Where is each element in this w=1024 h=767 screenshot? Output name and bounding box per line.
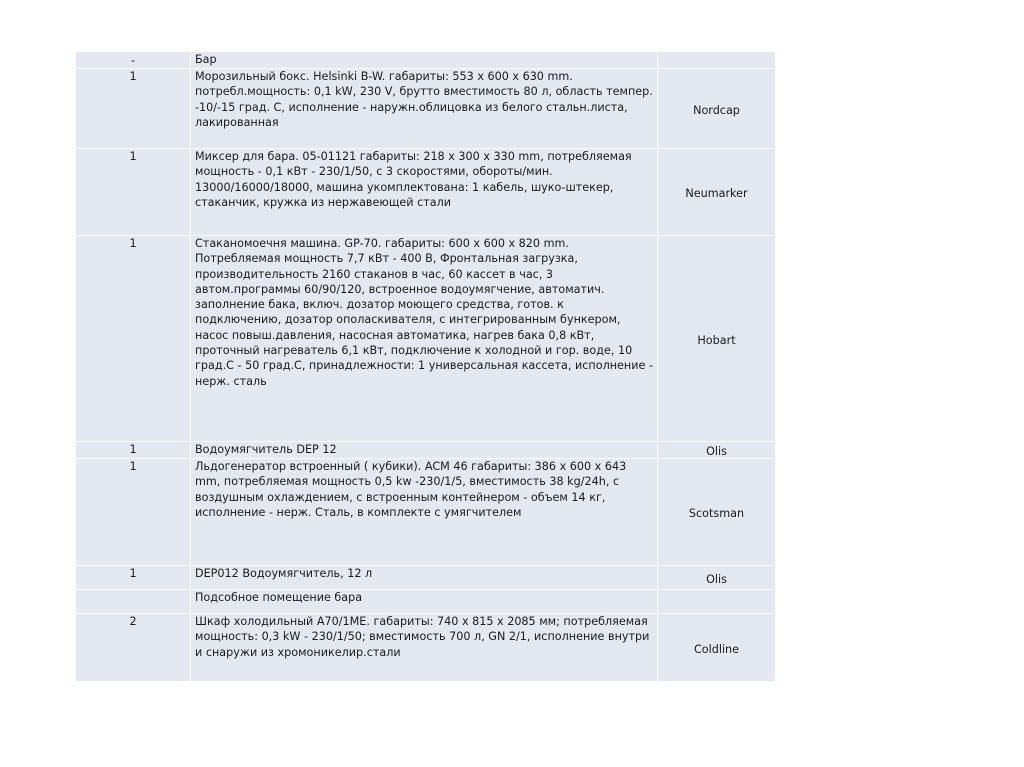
table-cell-brand	[658, 590, 776, 614]
table-cell-description: Шкаф холодильный А70/1МЕ. габариты: 740 x 815 x 2085 мм; потребляемая мощность: 0,3 kW - 230/1/50; вместимость 700 л, GN 2/1, исполнение внутри и снаружи из хромоникелир.стали	[191, 614, 658, 682]
table-cell-description: Бар	[191, 52, 658, 69]
table-cell-qty: 1	[76, 459, 191, 566]
table-cell-brand: Nordcap	[658, 69, 776, 149]
table-cell-description: Подсобное помещение бара	[191, 590, 658, 614]
table-cell-brand: Olis	[658, 566, 776, 590]
table-cell-qty: 1	[76, 566, 191, 590]
table-cell-brand: Hobart	[658, 236, 776, 442]
table-cell-brand	[658, 52, 776, 69]
table-cell-qty: 1	[76, 149, 191, 236]
table-cell-brand: Olis	[658, 442, 776, 459]
table-cell-qty: 2	[76, 614, 191, 682]
table-cell-description: Морозильный бокс. Helsinki B-W. габариты: 553 x 600 x 630 mm. потребл.мощность: 0,1 kW, 230 V, брутто вместимость 80 л, область темпер. -10/-15 град. С, исполнение - наружн.облицовка из белого стальн.листа, лакированная	[191, 69, 658, 149]
table-cell-qty: 1	[76, 69, 191, 149]
table-cell-brand: Scotsman	[658, 459, 776, 566]
table-cell-description: Водоумягчитель DEP 12	[191, 442, 658, 459]
table-cell-qty: -	[76, 52, 191, 69]
table-cell-qty: 1	[76, 442, 191, 459]
table-cell-description: Стаканомоечня машина. GP-70. габариты: 600 x 600 x 820 mm. Потребляемая мощность 7,7 кВт - 400 В, Фронтальная загрузка, производительность 2160 стаканов в час, 60 кассет в час, 3 автом.программы 60/90/120, встроенное водоумягчение, автоматич. заполнение бака, включ. дозатор моющего средства, готов. к подключению, дозатор ополаскивателя, с интегрированным бункером, насос повыш.давления, насосная автоматика, нагрев бака 0,8 кВт, проточный нагреватель 6,1 кВт, подключение к холодной и гор. воде, 10 град.С - 50 град.С, принадлежности: 1 универсальная кассета, исполнение - нерж. сталь	[191, 236, 658, 442]
table-cell-qty: 1	[76, 236, 191, 442]
table-cell-brand: Coldline	[658, 614, 776, 682]
table-cell-brand: Neumarker	[658, 149, 776, 236]
table-cell-qty	[76, 590, 191, 614]
table-cell-description: DEP012 Водоумягчитель, 12 л	[191, 566, 658, 590]
table-cell-description: Миксер для бара. 05-01121 габариты: 218 x 300 x 330 mm, потребляемая мощность - 0,1 кВт - 230/1/50, с 3 скоростями, обороты/мин. 13000/16000/18000, машина укомплектована: 1 кабель, шуко-штекер, стаканчик, кружка из нержавеющей стали	[191, 149, 658, 236]
table-cell-description: Льдогенератор встроенный ( кубики). ACM 46 габариты: 386 x 600 x 643 mm, потребляемая мощность 0,5 kw -230/1/5, вместимость 38 kg/24h, с воздушным охлаждением, с встроенным контейнером - объем 14 кг, исполнение - нерж. Сталь, в комплекте с умягчителем	[191, 459, 658, 566]
equipment-table	[76, 52, 776, 682]
